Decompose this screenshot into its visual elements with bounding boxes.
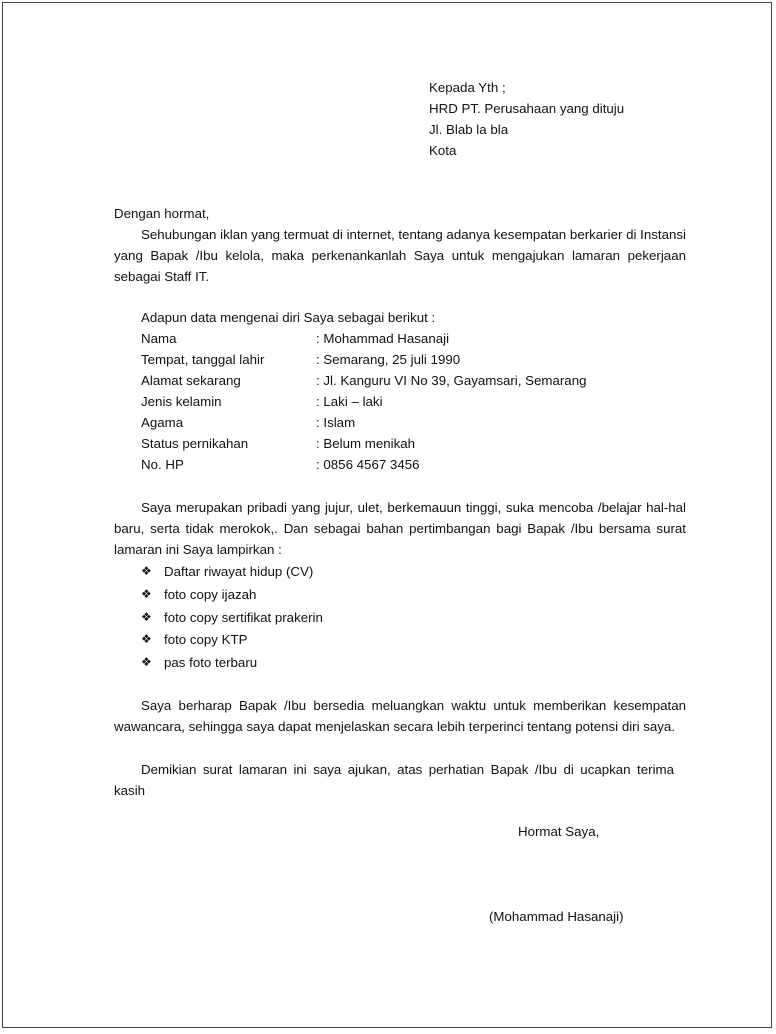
attachment-text: foto copy KTP — [164, 632, 248, 648]
data-label: Nama — [141, 331, 177, 346]
attachment-text: pas foto terbaru — [164, 655, 258, 671]
data-value: : Jl. Kanguru VI No 39, Gayamsari, Semarang — [316, 373, 587, 388]
diamond-bullet-icon: ❖ — [141, 564, 152, 578]
data-value: : Laki – laki — [316, 394, 383, 409]
recipient-block — [429, 77, 624, 161]
data-value: : Semarang, 25 juli 1990 — [316, 352, 461, 367]
closing-paragraph: Demikian surat lamaran ini saya ajukan, atas perhatian Bapak /Ibu di ucapkan terima kasih — [114, 762, 674, 798]
diamond-bullet-icon: ❖ — [141, 655, 152, 670]
recipient-line-2: HRD PT. Perusahaan yang dituju — [429, 101, 625, 116]
data-label: Tempat, tanggal lahir — [141, 352, 265, 367]
sign-off: Hormat Saya, — [518, 824, 600, 839]
diamond-bullet-icon: ❖ — [141, 632, 152, 647]
data-value: : Islam — [316, 415, 356, 430]
letter-page — [2, 2, 772, 1028]
opening-paragraph: Sehubungan iklan yang termuat di internet, tentang adanya kesempatan berkarier di Instansi yang Bapak /Ibu kelola, maka perkenankanlah Saya untuk mengajukan lamaran pekerjaan sebagai Staff IT. — [114, 227, 686, 284]
data-label: No. HP — [141, 457, 184, 472]
attachment-text: foto copy sertifikat prakerin — [164, 609, 323, 625]
data-value: : Belum menikah — [316, 436, 416, 451]
recipient-line-3: Jl. Blab la bla — [429, 122, 509, 137]
attachment-text: foto copy ijazah — [164, 586, 257, 602]
attachment-text: Daftar riwayat hidup (CV) — [164, 564, 314, 579]
greeting: Dengan hormat, — [114, 206, 210, 221]
data-value: : 0856 4567 3456 — [316, 457, 420, 472]
recipient-line-4: Kota — [429, 143, 457, 158]
hope-paragraph: Saya berharap Bapak /Ibu bersedia meluangkan waktu untuk memberikan kesempatan wawancara, sehingga saya dapat menjelaskan secara lebih terperinci tentang potensi diri saya. — [114, 698, 686, 734]
data-intro: Adapun data mengenai diri Saya sebagai berikut : — [141, 310, 436, 325]
data-value: : Mohammad Hasanaji — [316, 331, 450, 346]
character-paragraph: Saya merupakan pribadi yang jujur, ulet, berkemauun tinggi, suka mencoba /belajar hal-hal baru, serta tidak merokok,. Dan sebagai bahan pertimbangan bagi Bapak /Ibu bersama surat lamaran ini Saya lampirkan : — [114, 500, 686, 557]
data-label: Agama — [141, 415, 184, 430]
diamond-bullet-icon: ❖ — [141, 586, 152, 601]
data-label: Jenis kelamin — [141, 394, 222, 409]
diamond-bullet-icon: ❖ — [141, 609, 152, 624]
data-label: Status pernikahan — [141, 436, 249, 451]
signature-name: (Mohammad Hasanaji) — [489, 909, 624, 924]
data-label: Alamat sekarang — [141, 373, 241, 388]
recipient-line-1: Kepada Yth ; — [429, 80, 506, 95]
